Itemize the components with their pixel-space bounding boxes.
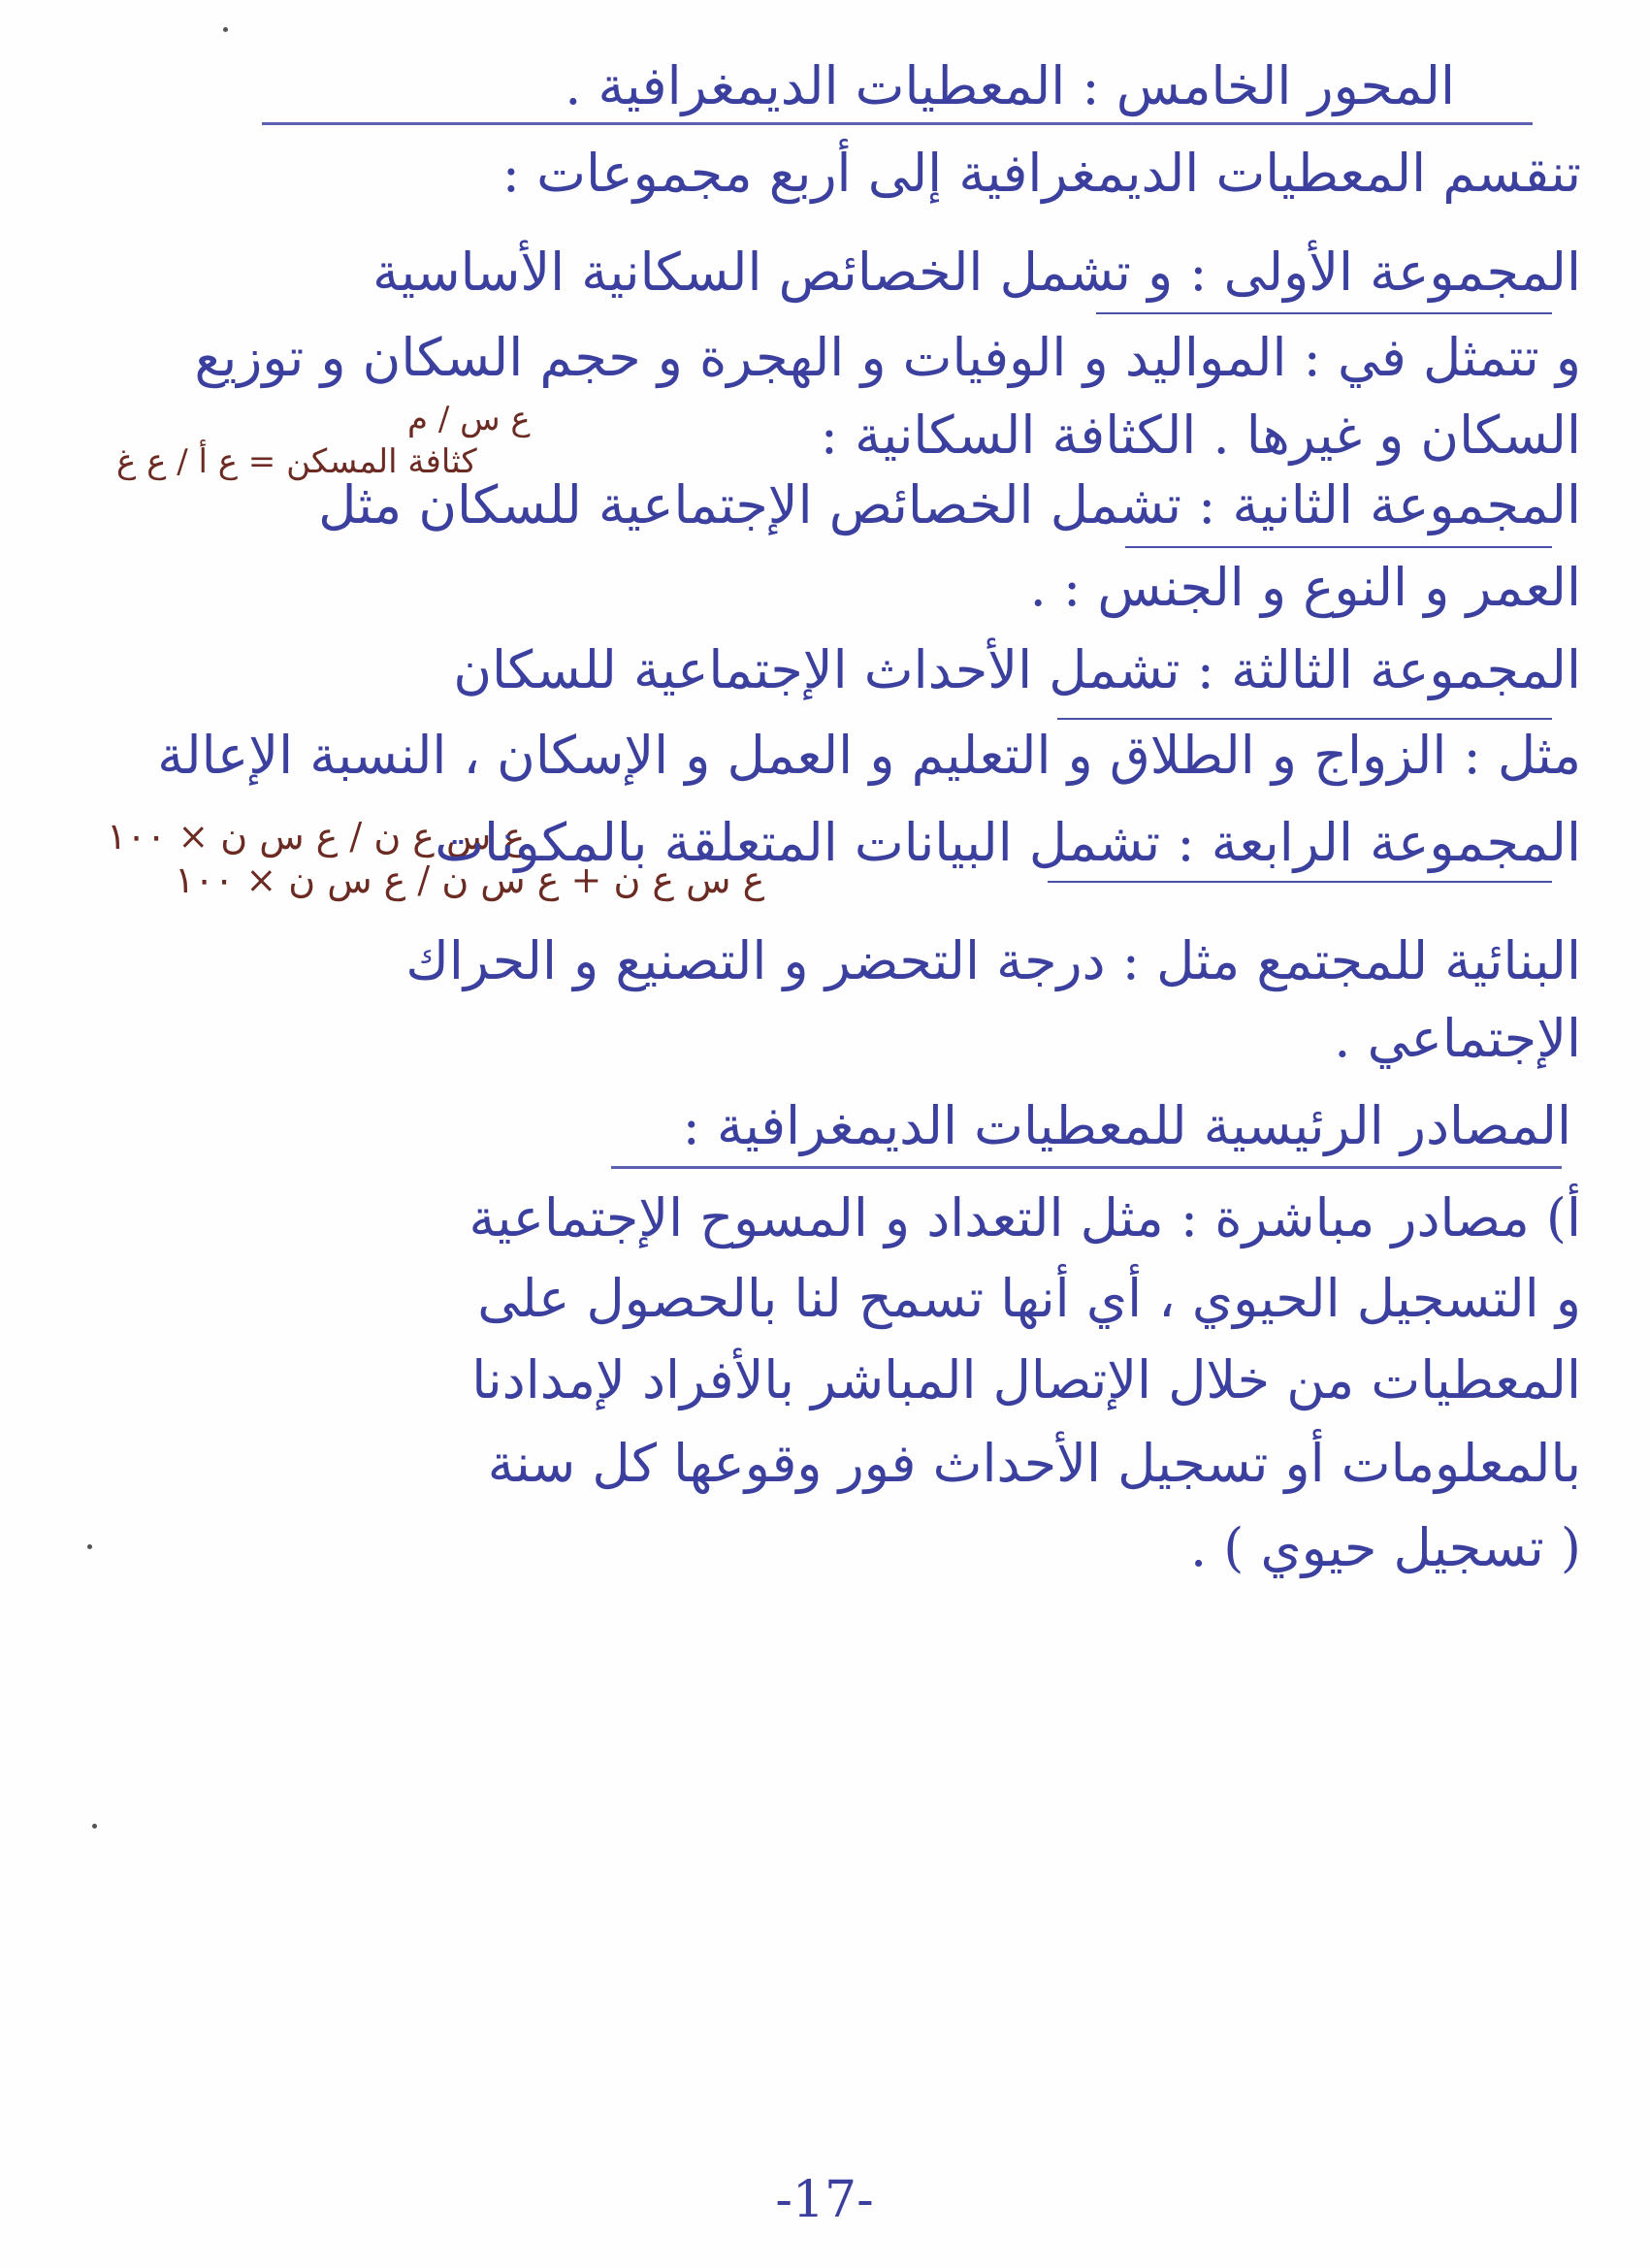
- direct-sources-line-3: المعطيات من خلال الإتصال المباشر بالأفراد لإمدادنا: [471, 1349, 1581, 1410]
- speck-mark: [87, 1544, 92, 1549]
- direct-sources-line-5: ( تسجيل حيوي ) .: [1189, 1517, 1581, 1578]
- group-four-line-2: البنائية للمجتمع مثل : درجة التحضر و التصنيع و الحراك: [405, 930, 1581, 991]
- group-two-line-2: العمر و النوع و الجنس : .: [1029, 557, 1581, 618]
- density-formula: ع س / م: [407, 400, 531, 438]
- dependency-ratio-formula-a: ع س ع ن / ع س ن × ١٠٠: [107, 815, 526, 858]
- group-three-line-2: مثل : الزواج و الطلاق و التعليم و العمل و الإسكان ، النسبة الإعالة: [157, 725, 1581, 786]
- sources-heading: المصادر الرئيسية للمعطيات الديمغرافية :: [682, 1095, 1571, 1156]
- group-two-heading: المجموعة الثانية : تشمل الخصائص الإجتماعية للسكان مثل: [318, 474, 1581, 535]
- group-four-underline: [1048, 881, 1552, 883]
- group-four-heading: المجموعة الرابعة : تشمل البيانات المتعلقة بالمكونات: [435, 812, 1581, 873]
- group-three-heading: المجموعة الثالثة : تشمل الأحداث الإجتماعية للسكان: [453, 639, 1581, 700]
- title-underline: [262, 122, 1533, 125]
- group-three-underline: [1057, 718, 1552, 720]
- speck-mark: [92, 1824, 97, 1829]
- page-number: -17-: [775, 2171, 874, 2229]
- group-one-line-3: السكان و غيرها . الكثافة السكانية :: [820, 405, 1581, 466]
- group-one-line-2: و تتمثل في : المواليد و الوفيات و الهجرة و حجم السكان و توزيع: [194, 327, 1581, 388]
- group-one-underline: [1096, 312, 1552, 314]
- sources-underline: [611, 1166, 1562, 1169]
- group-one-heading: المجموعة الأولى : و تشمل الخصائص السكانية الأساسية: [372, 242, 1581, 303]
- housing-density-formula: كثافة المسكن = ع أ / ع غ: [116, 442, 477, 481]
- direct-sources-line-2: و التسجيل الحيوي ، أي أنها تسمح لنا بالحصول على: [477, 1268, 1581, 1329]
- direct-sources-line-1: أ) مصادر مباشرة : مثل التعداد و المسوح الإجتماعية: [469, 1187, 1581, 1248]
- group-four-line-3: الإجتماعي .: [1334, 1008, 1581, 1069]
- chapter-title: المحور الخامس : المعطيات الديمغرافية .: [565, 55, 1455, 116]
- dependency-ratio-formula-b: ع س ع ن + ع س ن / ع س ن × ١٠٠: [175, 859, 765, 901]
- intro-line: تنقسم المعطيات الديمغرافية إلى أربع مجموعات :: [501, 143, 1581, 204]
- direct-sources-line-4: بالمعلومات أو تسجيل الأحداث فور وقوعها كل سنة: [487, 1433, 1581, 1494]
- group-two-underline: [1125, 546, 1552, 548]
- speck-mark: [223, 27, 228, 32]
